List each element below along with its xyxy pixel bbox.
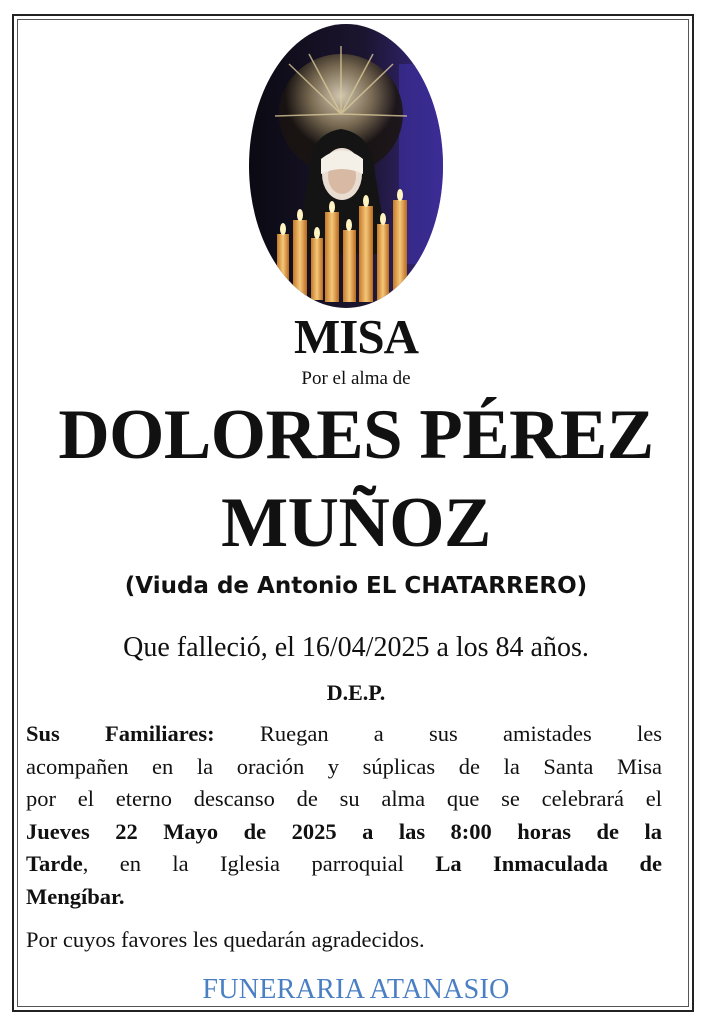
deceased-name-line1: DOLORES PÉREZ [58, 396, 654, 474]
funeral-home-name: FUNERARIA ATANASIO [202, 974, 510, 1005]
closing-text: Por cuyos favores les quedarán agradecidos. [26, 927, 425, 952]
death-info: Que falleció, el 16/04/2025 a los 84 años. [123, 632, 589, 663]
notice-heading: MISA [294, 309, 418, 364]
widow-note: (Viuda de Antonio EL CHATARRERO) [124, 573, 588, 599]
body-line-5-text: , en la Iglesia parroquial [82, 851, 436, 877]
body-line-5 [26, 848, 662, 881]
dep-label: D.E.P. [326, 680, 386, 705]
church-name: La Inmaculada de [435, 851, 662, 877]
mass-date: Jueves 22 Mayo de 2025 a las 8:00 horas de la [26, 818, 662, 844]
body-line-1-text: Ruegan a sus amistades les [214, 721, 662, 746]
body-line-6 [26, 881, 662, 914]
body-line-2: acompañen en la oración y súplicas de la Santa Misa [26, 753, 662, 779]
virgin-portrait-icon [249, 24, 443, 308]
town-name: Mengíbar. [26, 883, 125, 909]
mass-time-tarde: Tarde [26, 851, 83, 877]
notice-body [26, 718, 662, 914]
body-line-3: por el eterno descanso de su alma que se celebrará el [26, 786, 662, 812]
body-line-4 [26, 816, 662, 849]
family-label: Sus Familiares: [26, 721, 215, 746]
body-line-1 [26, 718, 662, 751]
notice-subheading: Por el alma de [301, 368, 411, 389]
deceased-name-line2: MUÑOZ [221, 484, 491, 562]
